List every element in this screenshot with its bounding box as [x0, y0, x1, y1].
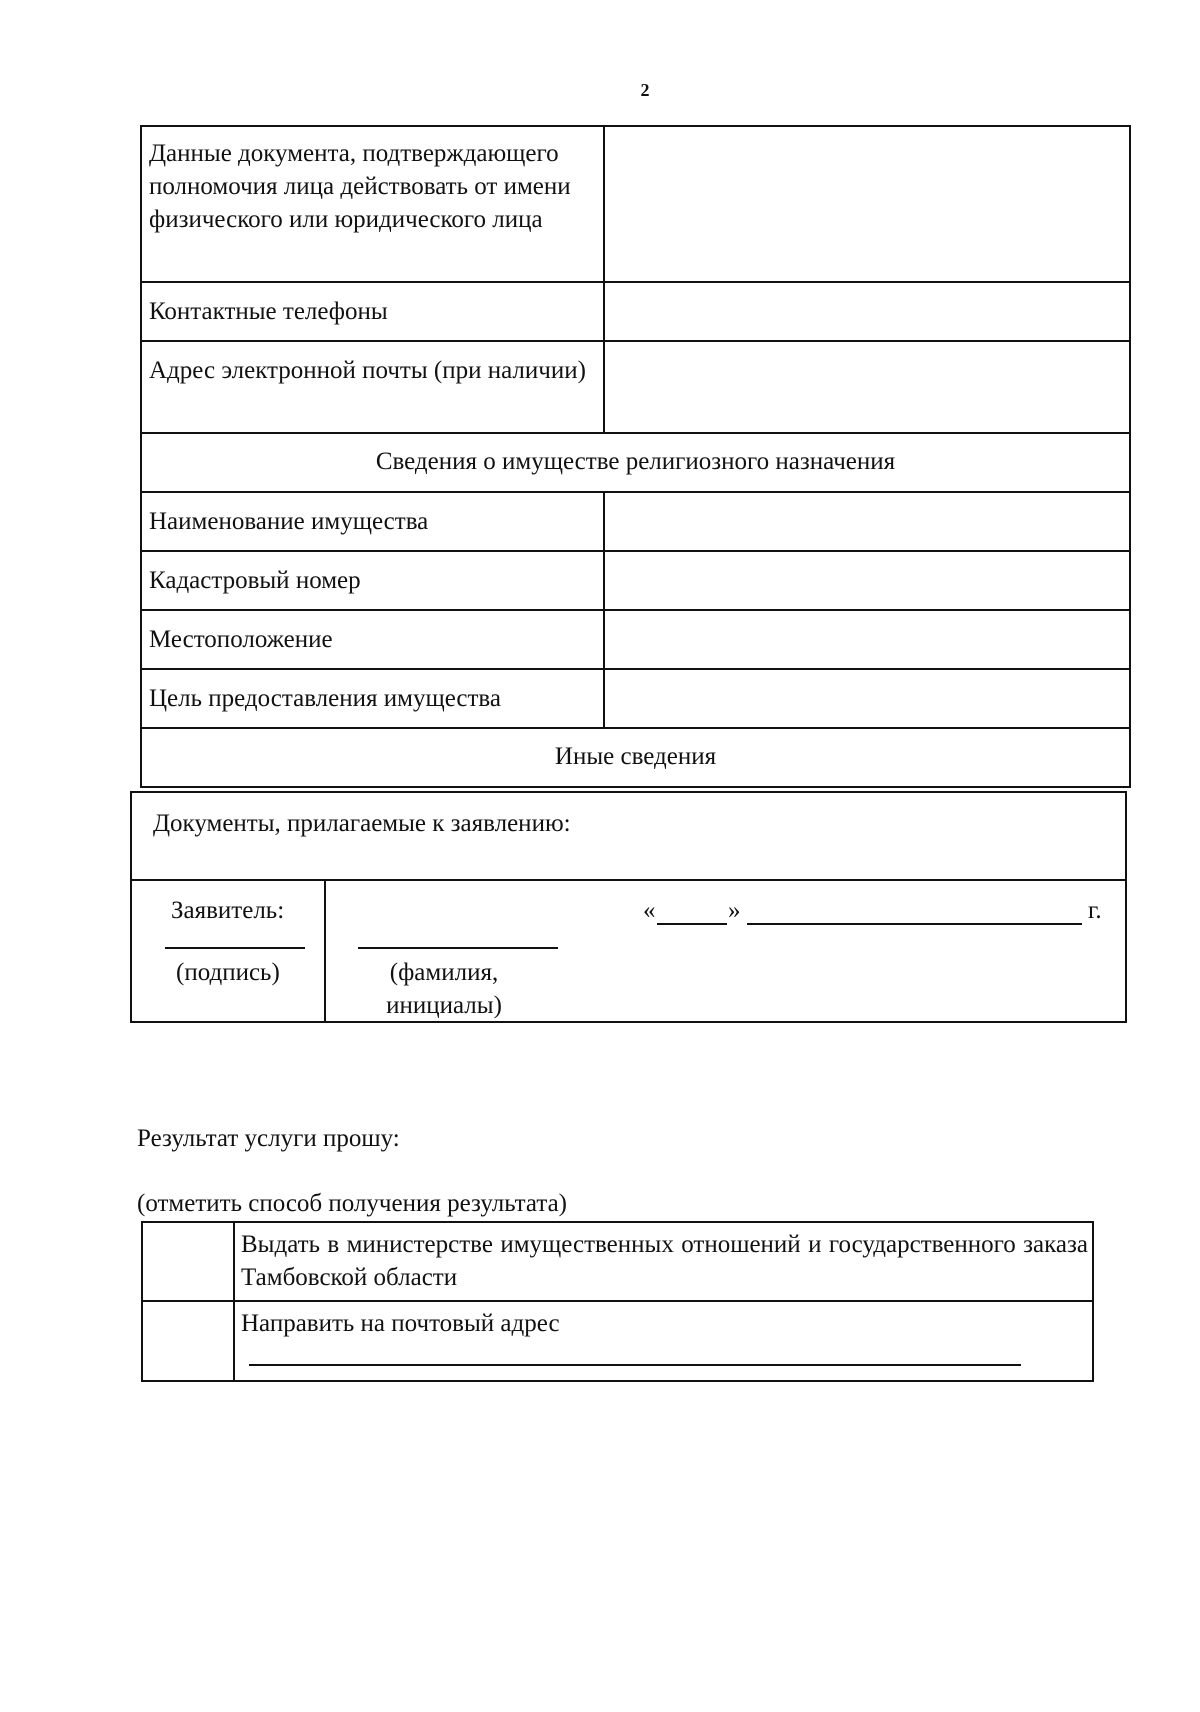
signature-cell [131, 880, 325, 1022]
table-row [141, 492, 1130, 551]
full-name-line[interactable] [358, 947, 558, 949]
issue-in-ministry-label: Выдать в министерстве имущественных отношений и государственного заказа Тамбовской области [234, 1222, 1093, 1301]
year-suffix: г. [1088, 897, 1102, 924]
table-row [141, 341, 1130, 433]
full-name-caption: (фамилия, инициалы) [386, 959, 502, 1019]
table-row [142, 1222, 1093, 1301]
authority-document-field[interactable] [604, 126, 1130, 282]
page-number: 2 [640, 80, 650, 100]
property-name-field[interactable] [604, 492, 1130, 551]
table-row [141, 610, 1130, 669]
attached-documents-label: Документы, прилагаемые к заявлению: [131, 792, 1126, 880]
property-section-heading: Сведения о имуществе религиозного назначения [141, 433, 1130, 492]
application-data-table [140, 125, 1131, 788]
signature-line[interactable] [165, 947, 305, 949]
email-label: Адрес электронной почты (при наличии) [141, 341, 604, 433]
cadastral-number-field[interactable] [604, 551, 1130, 610]
location-field[interactable] [604, 610, 1130, 669]
table-row [141, 728, 1130, 787]
table-row [142, 1301, 1093, 1381]
table-row [141, 433, 1130, 492]
result-method-table [141, 1221, 1094, 1382]
contact-phones-label: Контактные телефоны [141, 282, 604, 341]
table-row [141, 282, 1130, 341]
purpose-field[interactable] [604, 669, 1130, 728]
cadastral-number-label: Кадастровый номер [141, 551, 604, 610]
day-line[interactable] [657, 923, 727, 925]
table-row [131, 792, 1126, 880]
date-open-quote: « [643, 897, 656, 924]
applicant-label: Заявитель: [171, 897, 285, 924]
documents-signature-table [130, 791, 1127, 1023]
date-close-quote: » [728, 897, 741, 924]
result-hint: (отметить способ получения результата) [137, 1190, 567, 1217]
signature-caption: (подпись) [176, 959, 280, 986]
other-info-heading: Иные сведения [141, 728, 1130, 787]
purpose-label: Цель предоставления имущества [141, 669, 604, 728]
issue-in-ministry-checkbox[interactable] [142, 1222, 234, 1301]
send-by-post-checkbox[interactable] [142, 1301, 234, 1381]
table-row [141, 126, 1130, 282]
email-field[interactable] [604, 341, 1130, 433]
date-field [643, 894, 1103, 934]
table-row [131, 880, 1126, 1022]
postal-address-line[interactable] [249, 1364, 1021, 1366]
table-row [141, 669, 1130, 728]
table-row [141, 551, 1130, 610]
property-name-label: Наименование имущества [141, 492, 604, 551]
send-by-post-cell [234, 1301, 1093, 1381]
name-date-cell [325, 880, 1126, 1022]
authority-document-label: Данные документа, подтверждающего полномочия лица действовать от имени физического или юридического лица [141, 126, 604, 282]
result-title: Результат услуги прошу: [137, 1125, 400, 1152]
month-year-line[interactable] [747, 923, 1082, 925]
send-by-post-label: Направить на почтовый адрес [241, 1310, 560, 1337]
location-label: Местоположение [141, 610, 604, 669]
contact-phones-field[interactable] [604, 282, 1130, 341]
